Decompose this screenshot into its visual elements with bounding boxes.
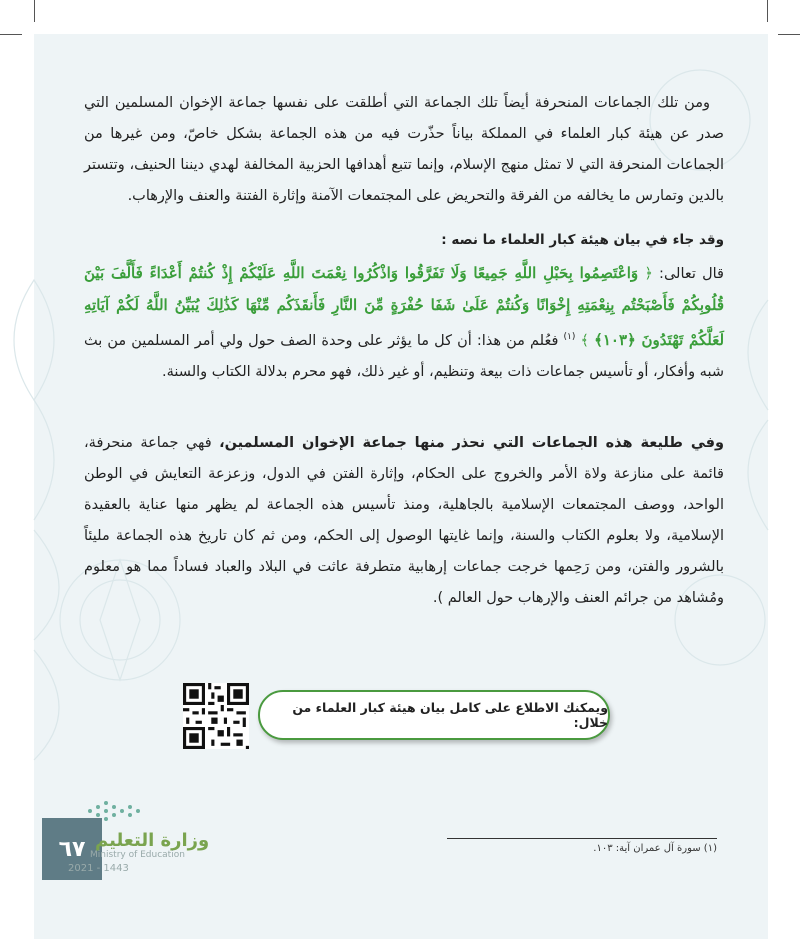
crop-mark (34, 0, 35, 22)
conclusion-text: فعُلم من هذا: أن كل ما يؤثر على وحدة الصف حول ولي أمر المسلمين من بث شبه وأفكار، أو تأسيس جماعات ذات بيعة وتنظيم، أو غير ذلك، فهو محرم بدلالة الكتاب والسنة. (84, 332, 724, 380)
crop-mark (767, 0, 768, 22)
qr-code-icon (183, 683, 249, 749)
statement-link-notice (258, 690, 610, 740)
statement-heading: وقد جاء في بيان هيئة كبار العلماء ما نصه : (441, 232, 724, 248)
notice-label: ويمكنك الاطلاع على كامل بيان هيئة كبار العلماء من خلال: (292, 700, 608, 730)
page-number: ٦٧ (42, 818, 102, 880)
ministry-name-arabic: وزارة التعليم (95, 830, 210, 851)
edition-year: 2021 - 1443 (68, 863, 129, 874)
warning-text: فهي جماعة منحرفة، قائمة على منازعة ولاة الأمر والخروج على الحكام، وإثارة الفتن في الدول، وزعزعة التعايش في الوطن الواحد، ووصف المجتمعات الإسلامية بالجاهلية، ومنذ تأسيس هذه الجماعة لم يظهر منها عناية بالعقيدة الإسلامية، ولا بعلوم الكتاب والسنة، وإنما غايتها الوصول إلى الحكم، ومن ثم كان تاريخ هذه الجماعة مليئاً بالشرور والفتن، ومن رَحِمها خرجت جماعات إرهابية متطرفة عاثت في البلاد والعباد فساداً مما هو معلوم ومُشاهد من جرائم العنف والإرهاب حول العالم ). (84, 435, 724, 606)
ministry-name-english: Ministry of Education (90, 850, 185, 860)
crop-mark (0, 34, 22, 35)
paragraph-intro: ومن تلك الجماعات المنحرفة أيضاً تلك الجماعة التي أطلقت على نفسها جماعة الإخوان المسلمين التي صدر عن هيئة كبار العلماء في المملكة بياناً حذّرت فيه من هذه الجماعة بشكل خاصّ، ومن غيرها من الجماعات المنحرفة التي لا تمثل منهج الإسلام، وإنما تتبع أهدافها الحزبية المخالفة لهدي ديننا الحنيف، وتتستر بالدين وتمارس ما يخالفه من الفرقة والتحريض على المجتمعات الآمنة وإثارة الفتنة والعنف والإرهاب. (84, 95, 724, 204)
footnote: (١) سورة آل عمران آية: ١٠٣. (593, 843, 717, 854)
quote-close-bracket: ﴾ (580, 332, 589, 349)
quran-verse: وَاعْتَصِمُوا بِحَبْلِ اللَّهِ جَمِيعًا وَلَا تَفَرَّقُوا وَاذْكُرُوا نِعْمَتَ اللَّهِ عَلَيْكُمْ إِذْ كُنتُمْ أَعْدَاءً فَأَلَّفَ بَيْنَ قُلُوبِكُمْ فَأَصْبَحْتُم بِنِعْمَتِهِ إِخْوَانًا وَكُنتُمْ عَلَىٰ شَفَا حُفْرَةٍ مِّنَ النَّارِ فَأَنقَذَكُم مِّنْهَا كَذَٰلِكَ يُبَيِّنُ اللَّهُ لَكُمْ آيَاتِهِ لَعَلَّكُمْ تَهْتَدُونَ ﴿١٠٣﴾ (84, 264, 725, 349)
quote-intro: قال تعالى: (652, 266, 724, 282)
qr-code[interactable] (183, 683, 249, 749)
quote-open-bracket: ﴿ (644, 266, 653, 282)
paragraph-warning (84, 428, 724, 614)
footnote-reference: (١) (563, 332, 576, 342)
footnote-divider (447, 838, 717, 839)
warning-lead: وفي طليعة هذه الجماعات التي نحذر منها جماعة الإخوان المسلمين، (219, 435, 724, 451)
paragraph-quran-quote (84, 258, 724, 388)
crop-mark (778, 34, 800, 35)
